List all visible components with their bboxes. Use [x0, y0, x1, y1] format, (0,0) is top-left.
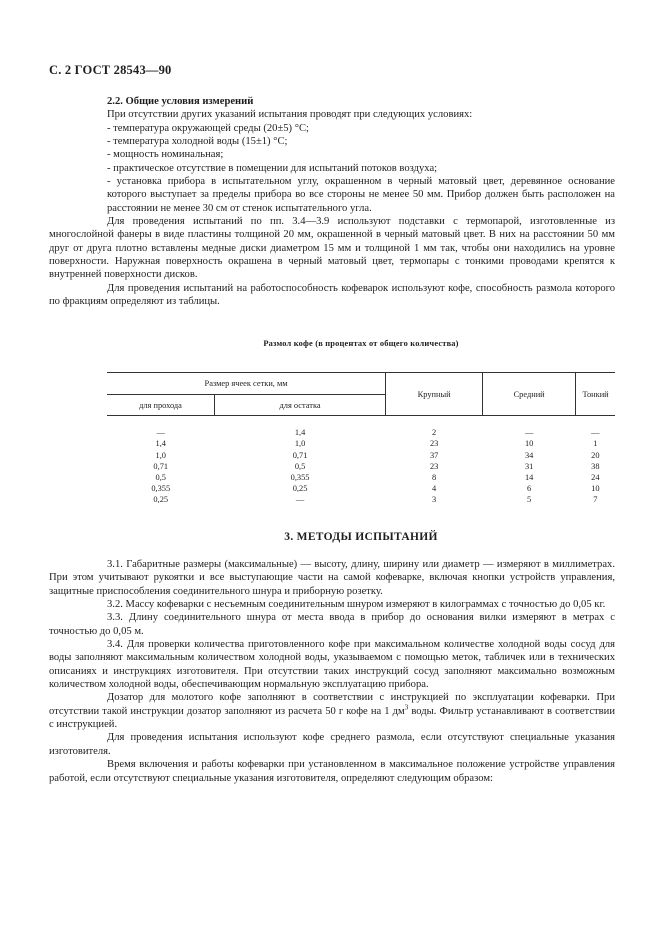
table-row: [107, 427, 615, 438]
table-header-retain: для остатка: [215, 395, 386, 416]
table-cell: 34: [524, 450, 534, 460]
paragraph-text: воды. Фильтр устанавливают в соответствии с инструкцией.: [49, 705, 615, 731]
paragraph: Для проведения испытаний по пп. 3.4—3.9 используют подставки с термопарой, изготовленные из многослойной фанеры в виде пластины толщиной 20 мм, окрашенной в черный матовый цвет. В них на расстоянии 50 мм друг от друга плотно вставлены медные диски диаметром 15 мм и толщиной 1 мм так, чтобы они находились на уровне поверхности. Наружная поверхность окрашена в черный матовый цвет, термопары с тонкими проводами крепятся к внутренней поверхности дисков.: [49, 216, 615, 281]
paragraph-text: Дозатор для молотого кофе заполняют в соответствии с инструкцией по эксплуатации кофеварки. При отсутствии такой инструкции дозатор заполняют из расчета 50 г кофе на 1 дм: [49, 692, 615, 717]
list-item: - температура окружающей среды (20±5) °С;: [107, 122, 309, 134]
table-cell: —: [295, 495, 305, 505]
table-cell: 0,71: [153, 461, 169, 471]
list-item: - установка прибора в испытательном углу, окрашенном в черный матовый цвет, деревянное основание которого выступает за пределы прибора во все стороны не менее 50 мм. Прибор должен быть расположен на расстоянии не менее 30 см от стенок испытательного угла.: [107, 176, 615, 214]
table-cell: 10: [524, 439, 534, 449]
superscript: 3: [404, 703, 409, 712]
table-cell: 14: [524, 473, 534, 482]
table-cell: 8: [432, 473, 437, 482]
table-cell: 31: [524, 461, 534, 471]
table-cell: —: [591, 428, 600, 438]
section-heading: 2.2. Общие условия измерений: [107, 96, 254, 107]
table-cell: 0,25: [153, 495, 169, 505]
paragraph: 3.1. Габаритные размеры (максимальные) — высоту, длину, ширину или диаметр — измеряют в миллиметрах. При этом учитывают рукоятки и все выступающие части на самой кофеварке, включая кнопки устройств управления, защитные приспособления соединительного шнура и приборную розетку.: [49, 559, 615, 597]
table-cell: 20: [591, 450, 600, 460]
table-row: [107, 450, 615, 461]
table-header-pass: для прохода: [107, 395, 215, 416]
paragraph: Для проведения испытания используют кофе среднего размола, если отсутствуют специальные указания изготовителя.: [49, 732, 615, 757]
table-row: [107, 494, 615, 505]
section-3-body: [49, 558, 615, 785]
table-title: Размол кофе (в процентах от общего количества): [263, 339, 459, 348]
table-cell: 0,5: [155, 473, 166, 482]
table-cell: 3: [432, 495, 437, 505]
table-cell: 5: [527, 495, 532, 505]
table-cell: 0,5: [294, 461, 306, 471]
table-cell: 0,71: [292, 450, 308, 460]
table-header-coarse: Крупный: [386, 373, 483, 416]
table-cell: 38: [591, 461, 600, 471]
section-2-2: [107, 95, 615, 175]
table-cell: 23: [429, 461, 439, 471]
section-2-2-paras: [49, 215, 615, 308]
paragraph: 3.2. Массу кофеварки с несъемным соединительным шнуром измеряют в килограммах с точностью до 0,05 кг.: [107, 599, 606, 611]
paragraph: 3.4. Для проверки количества приготовленного кофе при максимальном количестве холодной воды сосуд для воды заполняют максимальным количеством холодной воды, указываемом с помощью меток, табличек или в технических описаниях и инструкциях изготовителя. При отсутствии таких инструкций сосуд заполняют максимально возможным количеством холодной воды, обеспечивающим нормальную эксплуатацию прибора.: [49, 639, 615, 691]
table-cell: —: [156, 428, 165, 438]
table-row: [107, 472, 615, 483]
table-cell: 24: [591, 473, 600, 482]
table-row: [107, 483, 615, 494]
table-cell: 2: [432, 428, 437, 438]
table-row: [107, 461, 615, 472]
table-cell: 1,0: [294, 439, 306, 449]
table-cell: 0,25: [292, 484, 308, 494]
table-cell: 0,355: [151, 484, 171, 494]
table-cell: 10: [591, 484, 600, 494]
paragraph: Для проведения испытаний на работоспособность кофеварок используют кофе, способность размола которого по фракциям определяют из таблицы.: [49, 282, 615, 308]
running-head: С. 2 ГОСТ 28543—90: [49, 63, 172, 77]
table-cell: 37: [429, 450, 439, 460]
paragraph: 3.3. Длину соединительного шнура от места ввода в прибор до основания вилки измеряют в метрах с точностью до 0,05 м.: [49, 612, 615, 637]
table-header-fine: Тонкий: [576, 373, 615, 416]
list-item: - практическое отсутствие в помещении для испытаний потоков воздуха;: [107, 162, 438, 174]
table-cell: 4: [432, 484, 437, 494]
paragraph: При отсутствии других указаний испытания проводят при следующих условиях:: [107, 109, 473, 121]
section-title: 3. МЕТОДЫ ИСПЫТАНИЙ: [284, 531, 438, 543]
table-cell: 6: [527, 484, 532, 494]
table-row: [107, 438, 615, 449]
grind-table: [107, 372, 615, 506]
table-cell: 0,355: [290, 473, 310, 482]
list-item: - температура холодной воды (15±1) °С;: [107, 136, 288, 148]
table-group-header: Размер ячеек сетки, мм: [107, 373, 386, 395]
table-header-medium: Средний: [483, 373, 576, 416]
table-cell: 1,4: [294, 428, 306, 438]
table-cell: 23: [429, 439, 439, 449]
table-cell: 1,4: [155, 439, 166, 449]
paragraph: [49, 691, 615, 731]
table-cell: 1: [593, 439, 598, 449]
table-cell: —: [524, 428, 534, 438]
table-cell: 7: [593, 495, 598, 505]
section-2-2-cont: [107, 175, 615, 215]
paragraph: Время включения и работы кофеварки при установленном в максимальное положение устройстве управления работой, если отсутствуют специальные указания изготовителя, определяют следующим образом:: [49, 759, 615, 784]
list-item: - мощность номинальная;: [107, 149, 224, 161]
table-cell: 1,0: [155, 450, 166, 460]
